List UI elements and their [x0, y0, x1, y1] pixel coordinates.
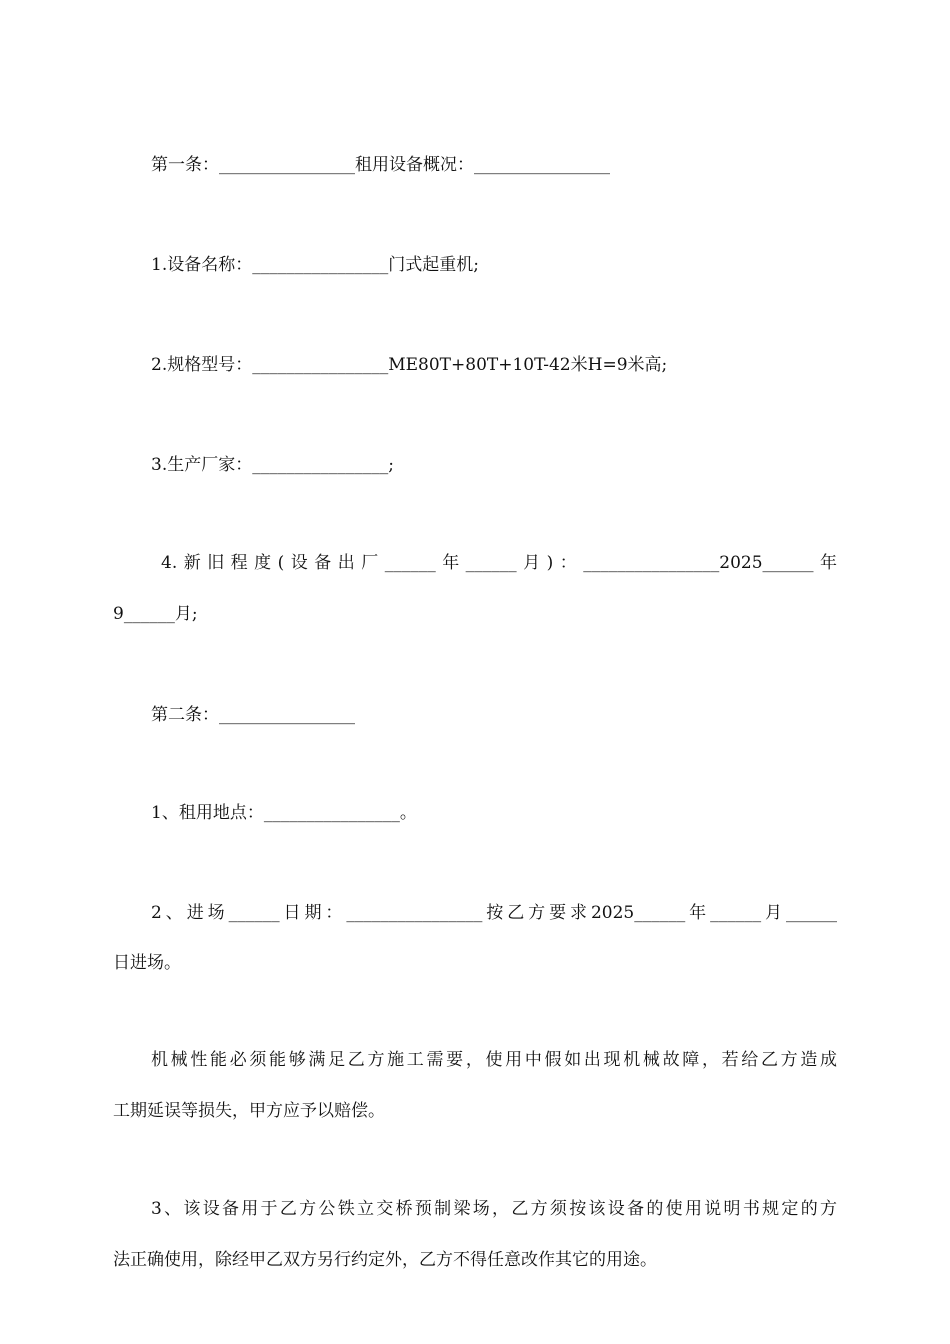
entry-date-item-line-1: 2、进场______日期：________________按乙方要求2025______年______月______ [151, 903, 837, 923]
rental-location-item: 1、租用地点：________________。 [151, 803, 417, 823]
condition-item-line-1: 4.新旧程度(设备出厂______年______月)：________________2025______年 [161, 553, 837, 573]
manufacturer-item: 3.生产厂家：________________; [151, 455, 394, 475]
condition-item-line-2: 9______月; [113, 604, 198, 624]
performance-clause-line-2: 工期延误等损失，甲方应予以赔偿。 [113, 1101, 385, 1121]
usage-clause-line-1: 3、该设备用于乙方公铁立交桥预制梁场，乙方须按该设备的使用说明书规定的方 [151, 1199, 837, 1219]
entry-date-item-line-2: 日进场。 [113, 953, 181, 973]
performance-clause-line-1: 机械性能必须能够满足乙方施工需要，使用中假如出现机械故障，若给乙方造成 [151, 1050, 837, 1070]
article-1-heading: 第一条：________________租用设备概况：________________ [151, 155, 610, 175]
model-specification-item: 2.规格型号：________________ME80T+80T+10T-42米H=9米高; [151, 355, 668, 375]
article-2-heading: 第二条：________________ [151, 705, 355, 725]
equipment-name-item: 1.设备名称：________________门式起重机; [151, 255, 479, 275]
usage-clause-line-2: 法正确使用，除经甲乙双方另行约定外，乙方不得任意改作其它的用途。 [113, 1250, 657, 1270]
